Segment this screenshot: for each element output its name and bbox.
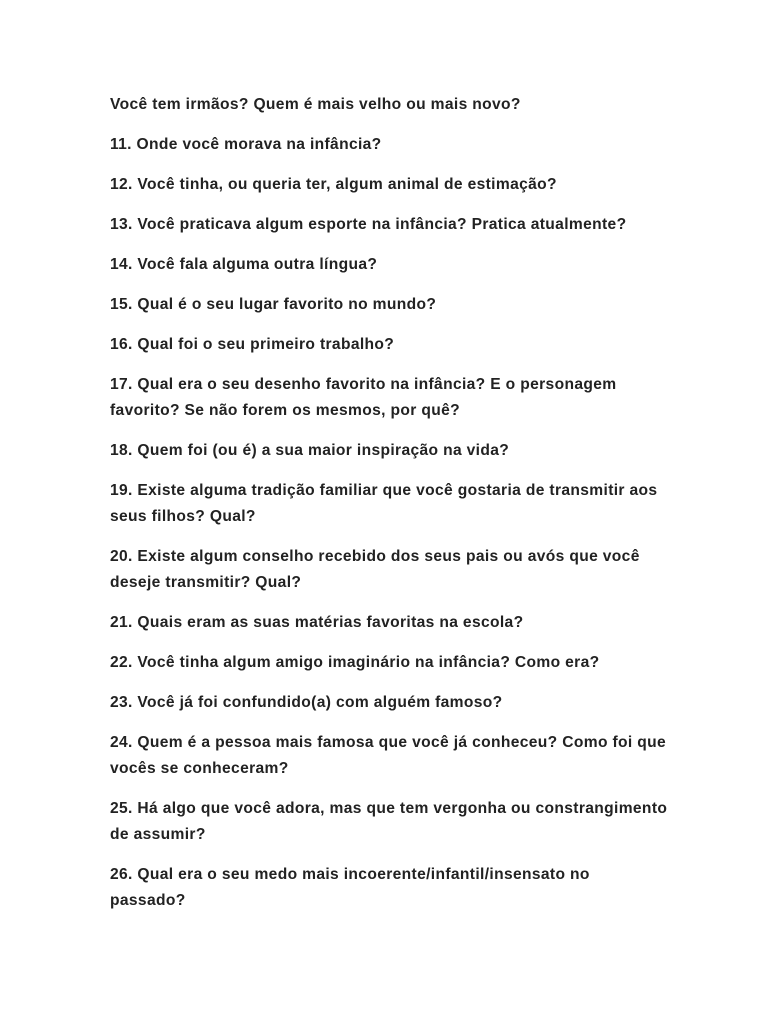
question-12: 12. Você tinha, ou queria ter, algum animal de estimação? — [110, 176, 557, 193]
question-24: 24. Quem é a pessoa mais famosa que você já conheceu? Como foi que vocês se conheceram? — [110, 734, 667, 777]
question-20: 20. Existe algum conselho recebido dos seus pais ou avós que você deseje transmitir? Qual? — [110, 548, 640, 591]
question-15: 15. Qual é o seu lugar favorito no mundo? — [110, 296, 437, 313]
question-22: 22. Você tinha algum amigo imaginário na infância? Como era? — [110, 654, 600, 671]
question-23: 23. Você já foi confundido(a) com alguém famoso? — [110, 694, 503, 711]
question-18: 18. Quem foi (ou é) a sua maior inspiração na vida? — [110, 442, 510, 459]
question-17: 17. Qual era o seu desenho favorito na infância? E o personagem favorito? Se não forem os mesmos, por quê? — [110, 376, 617, 419]
question-21: 21. Quais eram as suas matérias favoritas na escola? — [110, 614, 524, 631]
question-list — [110, 92, 670, 928]
question-25: 25. Há algo que você adora, mas que tem vergonha ou constrangimento de assumir? — [110, 800, 668, 843]
question-14: 14. Você fala alguma outra língua? — [110, 256, 378, 273]
question-26: 26. Qual era o seu medo mais incoerente/infantil/insensato no passado? — [110, 866, 590, 909]
question-19: 19. Existe alguma tradição familiar que você gostaria de transmitir aos seus filhos? Qual? — [110, 482, 658, 525]
question-13: 13. Você praticava algum esporte na infância? Pratica atualmente? — [110, 216, 627, 233]
question-siblings: Você tem irmãos? Quem é mais velho ou mais novo? — [110, 96, 521, 113]
question-16: 16. Qual foi o seu primeiro trabalho? — [110, 336, 395, 353]
question-11: 11. Onde você morava na infância? — [110, 136, 382, 153]
